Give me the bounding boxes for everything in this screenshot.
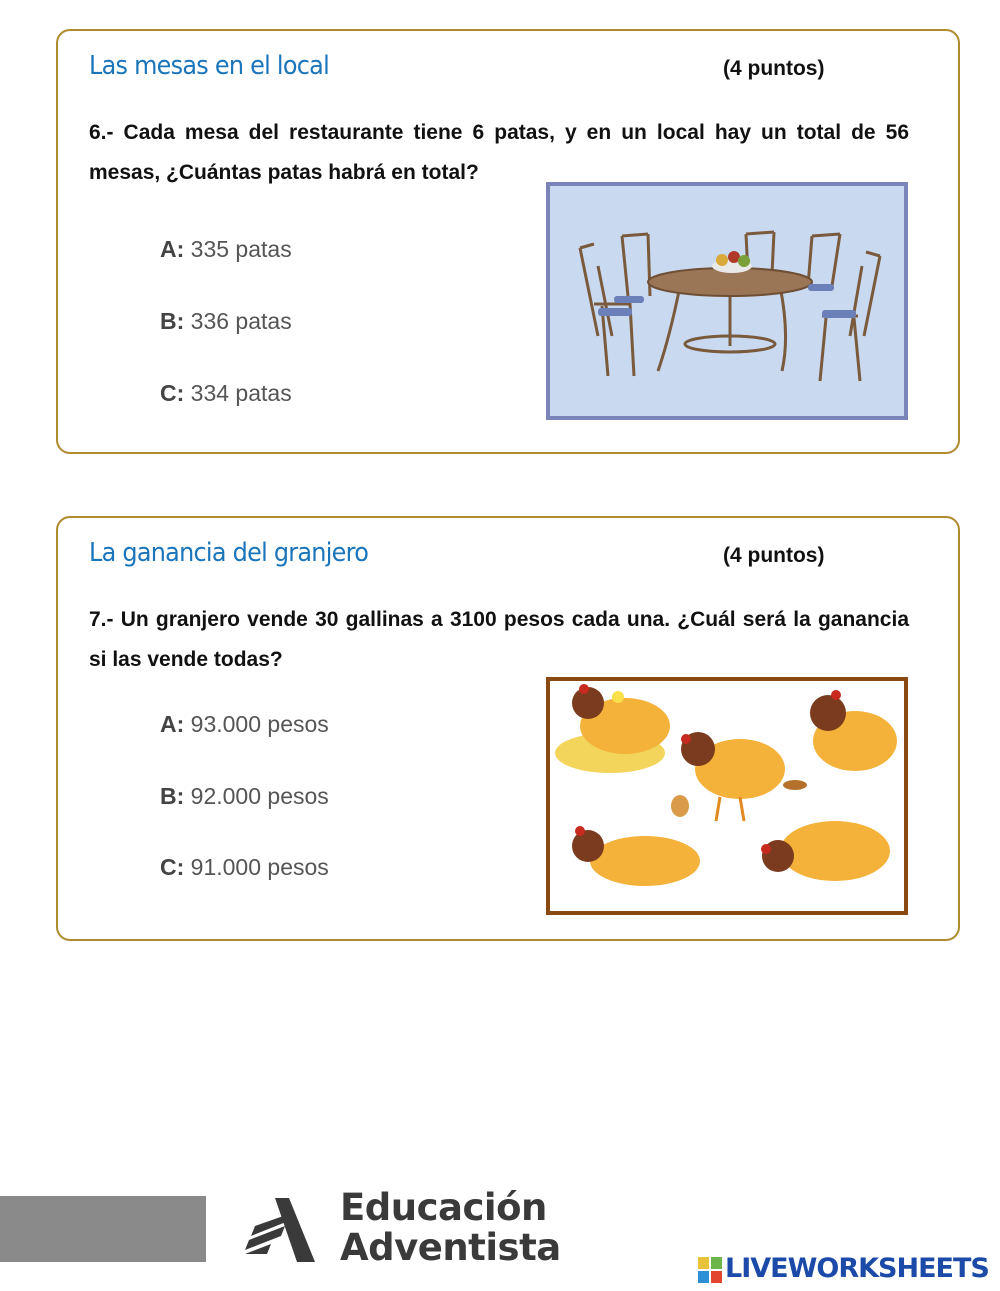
option-a[interactable]	[160, 711, 329, 738]
question-text: 6.- Cada mesa del restaurante tiene 6 patas, y en un local hay un total de 56 mesas, ¿Cuántas patas habrá en total?	[89, 121, 909, 184]
option-text: 93.000 pesos	[190, 711, 329, 737]
option-text: 336 patas	[190, 308, 292, 334]
educacion-adventista-logo-icon	[245, 1196, 315, 1262]
option-letter: B:	[160, 308, 185, 334]
option-a[interactable]	[160, 236, 292, 263]
option-letter: B:	[160, 783, 185, 809]
footer-gray-bar	[0, 1196, 206, 1262]
option-b[interactable]	[160, 783, 329, 810]
card-title: Las mesas en el local	[89, 51, 329, 81]
dining-table-illustration	[546, 182, 908, 420]
brand-line-1: Educación	[340, 1186, 547, 1229]
question-text: 7.- Un granjero vende 30 gallinas a 3100 pesos cada una. ¿Cuál será la ganancia si las vende todas?	[89, 608, 909, 671]
card-title: La ganancia del granjero	[89, 538, 369, 568]
liveworksheets-logo-icon	[698, 1257, 722, 1283]
option-c[interactable]	[160, 380, 292, 407]
points-label: (4 puntos)	[723, 57, 825, 80]
table-drawing	[550, 186, 904, 416]
liveworksheets-brand: LIVEWORKSHEETS	[725, 1253, 989, 1284]
question-card-7	[56, 516, 960, 941]
option-b[interactable]	[160, 308, 292, 335]
option-text: 335 patas	[190, 236, 292, 262]
option-letter: C:	[160, 854, 185, 880]
option-text: 91.000 pesos	[190, 854, 329, 880]
option-c[interactable]	[160, 854, 329, 881]
educacion-adventista-brand	[340, 1188, 561, 1268]
hens-drawing	[550, 681, 904, 911]
question-card-6	[56, 29, 960, 454]
option-letter: A:	[160, 236, 185, 262]
brand-line-2: Adventista	[340, 1226, 561, 1269]
option-text: 334 patas	[190, 380, 292, 406]
option-letter: C:	[160, 380, 185, 406]
hens-illustration	[546, 677, 908, 915]
option-text: 92.000 pesos	[190, 783, 329, 809]
points-label: (4 puntos)	[723, 544, 825, 567]
option-letter: A:	[160, 711, 185, 737]
